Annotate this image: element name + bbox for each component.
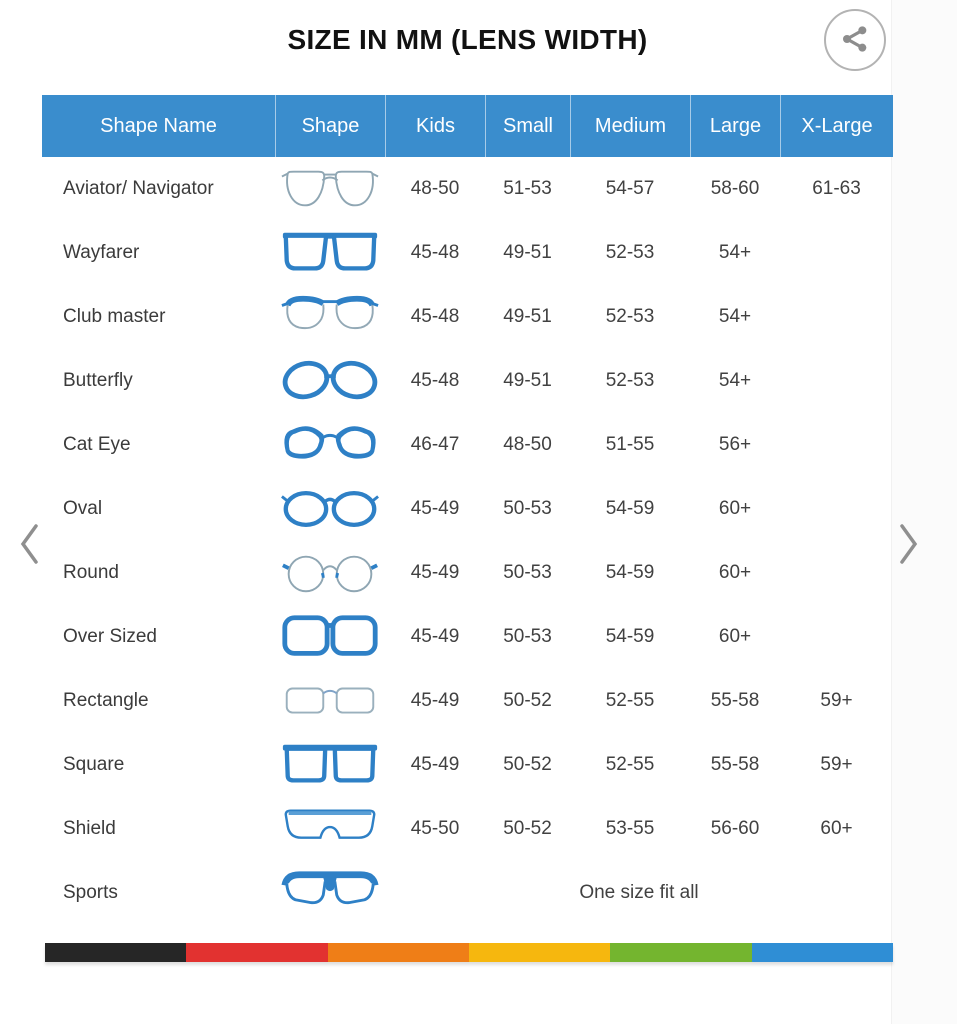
size-xlarge: 61-63 <box>812 178 861 199</box>
cateye-glasses-icon <box>275 418 385 472</box>
size-medium: 54-59 <box>605 562 655 583</box>
one-size-note: One size fit all <box>579 882 699 903</box>
column-header-large: Large <box>690 95 780 157</box>
stripe-segment-green <box>610 943 751 962</box>
page-title: SIZE IN MM (LENS WIDTH) <box>287 24 648 55</box>
table-row <box>42 157 893 221</box>
stripe-segment-black <box>45 943 186 962</box>
size-medium: 54-59 <box>605 626 655 647</box>
size-large: 54+ <box>718 242 752 263</box>
butterfly-glasses-icon <box>275 354 385 408</box>
wayfarer-glasses-icon <box>275 226 385 280</box>
size-kids: 45-49 <box>410 754 460 775</box>
column-header-kids: Kids <box>385 95 485 157</box>
chevron-right-icon <box>897 522 921 569</box>
stripe-segment-yellow <box>469 943 610 962</box>
size-medium: 54-57 <box>605 178 655 199</box>
chevron-left-icon <box>17 522 41 569</box>
table-row <box>42 413 893 477</box>
shape-name: Cat Eye <box>63 434 131 455</box>
size-small: 50-52 <box>503 754 552 775</box>
table-header-row <box>42 95 893 157</box>
size-kids: 45-48 <box>410 306 460 327</box>
size-xlarge: 60+ <box>820 818 853 839</box>
table-body <box>42 157 893 925</box>
shape-name: Club master <box>63 306 166 327</box>
shape-name: Rectangle <box>63 690 149 711</box>
size-medium: 52-55 <box>605 754 655 775</box>
size-large: 54+ <box>718 306 752 327</box>
size-small: 50-53 <box>503 498 552 519</box>
square-glasses-icon <box>275 738 385 792</box>
shape-name: Oval <box>63 498 103 519</box>
size-small: 50-53 <box>503 562 552 583</box>
shape-name: Over Sized <box>63 626 157 647</box>
column-header-medium: Medium <box>570 95 690 157</box>
shape-name: Sports <box>63 882 118 903</box>
size-large: 55-58 <box>710 690 760 711</box>
round-glasses-icon <box>275 546 385 600</box>
table-row <box>42 797 893 861</box>
share-icon <box>839 23 871 58</box>
shield-glasses-icon <box>275 802 385 856</box>
size-large: 56-60 <box>710 818 760 839</box>
stripe-segment-blue <box>752 943 893 962</box>
size-small: 49-51 <box>503 242 552 263</box>
stripe-segment-red <box>186 943 327 962</box>
table-row <box>42 349 893 413</box>
brand-color-stripe <box>45 943 893 962</box>
rectangle-glasses-icon <box>275 674 385 728</box>
size-small: 50-53 <box>503 626 552 647</box>
size-medium: 52-53 <box>605 306 655 327</box>
size-kids: 45-49 <box>410 626 460 647</box>
shape-name: Aviator/ Navigator <box>63 178 214 199</box>
size-kids: 45-48 <box>410 370 460 391</box>
size-large: 58-60 <box>710 178 760 199</box>
shape-name: Square <box>63 754 125 775</box>
oversized-glasses-icon <box>275 610 385 664</box>
size-large: 54+ <box>718 370 752 391</box>
table-row <box>42 477 893 541</box>
stripe-segment-orange <box>328 943 469 962</box>
size-large: 60+ <box>718 626 752 647</box>
size-large: 60+ <box>718 498 752 519</box>
size-small: 48-50 <box>503 434 552 455</box>
carousel-prev-button[interactable] <box>14 521 44 569</box>
size-xlarge: 59+ <box>820 690 853 711</box>
column-header-shape: Shape <box>275 95 385 157</box>
clubmaster-glasses-icon <box>275 290 385 344</box>
size-kids: 45-49 <box>410 690 460 711</box>
table-row <box>42 733 893 797</box>
table-row <box>42 541 893 605</box>
size-large: 56+ <box>718 434 752 455</box>
size-medium: 52-53 <box>605 242 655 263</box>
size-kids: 46-47 <box>410 434 460 455</box>
size-kids: 45-48 <box>410 242 460 263</box>
size-kids: 48-50 <box>410 178 460 199</box>
size-kids: 45-50 <box>410 818 460 839</box>
size-medium: 52-53 <box>605 370 655 391</box>
table-row <box>42 861 893 925</box>
size-small: 51-53 <box>503 178 552 199</box>
size-medium: 53-55 <box>605 818 655 839</box>
shape-name: Round <box>63 562 119 583</box>
size-xlarge: 59+ <box>820 754 853 775</box>
size-medium: 51-55 <box>605 434 655 455</box>
shape-name: Butterfly <box>63 370 133 391</box>
size-medium: 54-59 <box>605 498 655 519</box>
table-row <box>42 669 893 733</box>
page-gutter <box>891 0 957 1024</box>
sports-glasses-icon <box>275 866 385 920</box>
aviator-glasses-icon <box>275 162 385 216</box>
size-large: 55-58 <box>710 754 760 775</box>
size-medium: 52-55 <box>605 690 655 711</box>
size-small: 50-52 <box>503 818 552 839</box>
table-row <box>42 285 893 349</box>
size-large: 60+ <box>718 562 752 583</box>
column-header-small: Small <box>485 95 570 157</box>
column-header-shape-name: Shape Name <box>100 114 217 137</box>
table-row <box>42 605 893 669</box>
table-row <box>42 221 893 285</box>
shape-name: Shield <box>63 818 116 839</box>
size-small: 49-51 <box>503 306 552 327</box>
shape-name: Wayfarer <box>63 242 140 263</box>
carousel-next-button[interactable] <box>894 521 924 569</box>
size-kids: 45-49 <box>410 498 460 519</box>
size-small: 50-52 <box>503 690 552 711</box>
share-button[interactable] <box>824 9 886 71</box>
size-kids: 45-49 <box>410 562 460 583</box>
oval-glasses-icon <box>275 482 385 536</box>
column-header-xlarge: X-Large <box>780 95 893 157</box>
size-small: 49-51 <box>503 370 552 391</box>
